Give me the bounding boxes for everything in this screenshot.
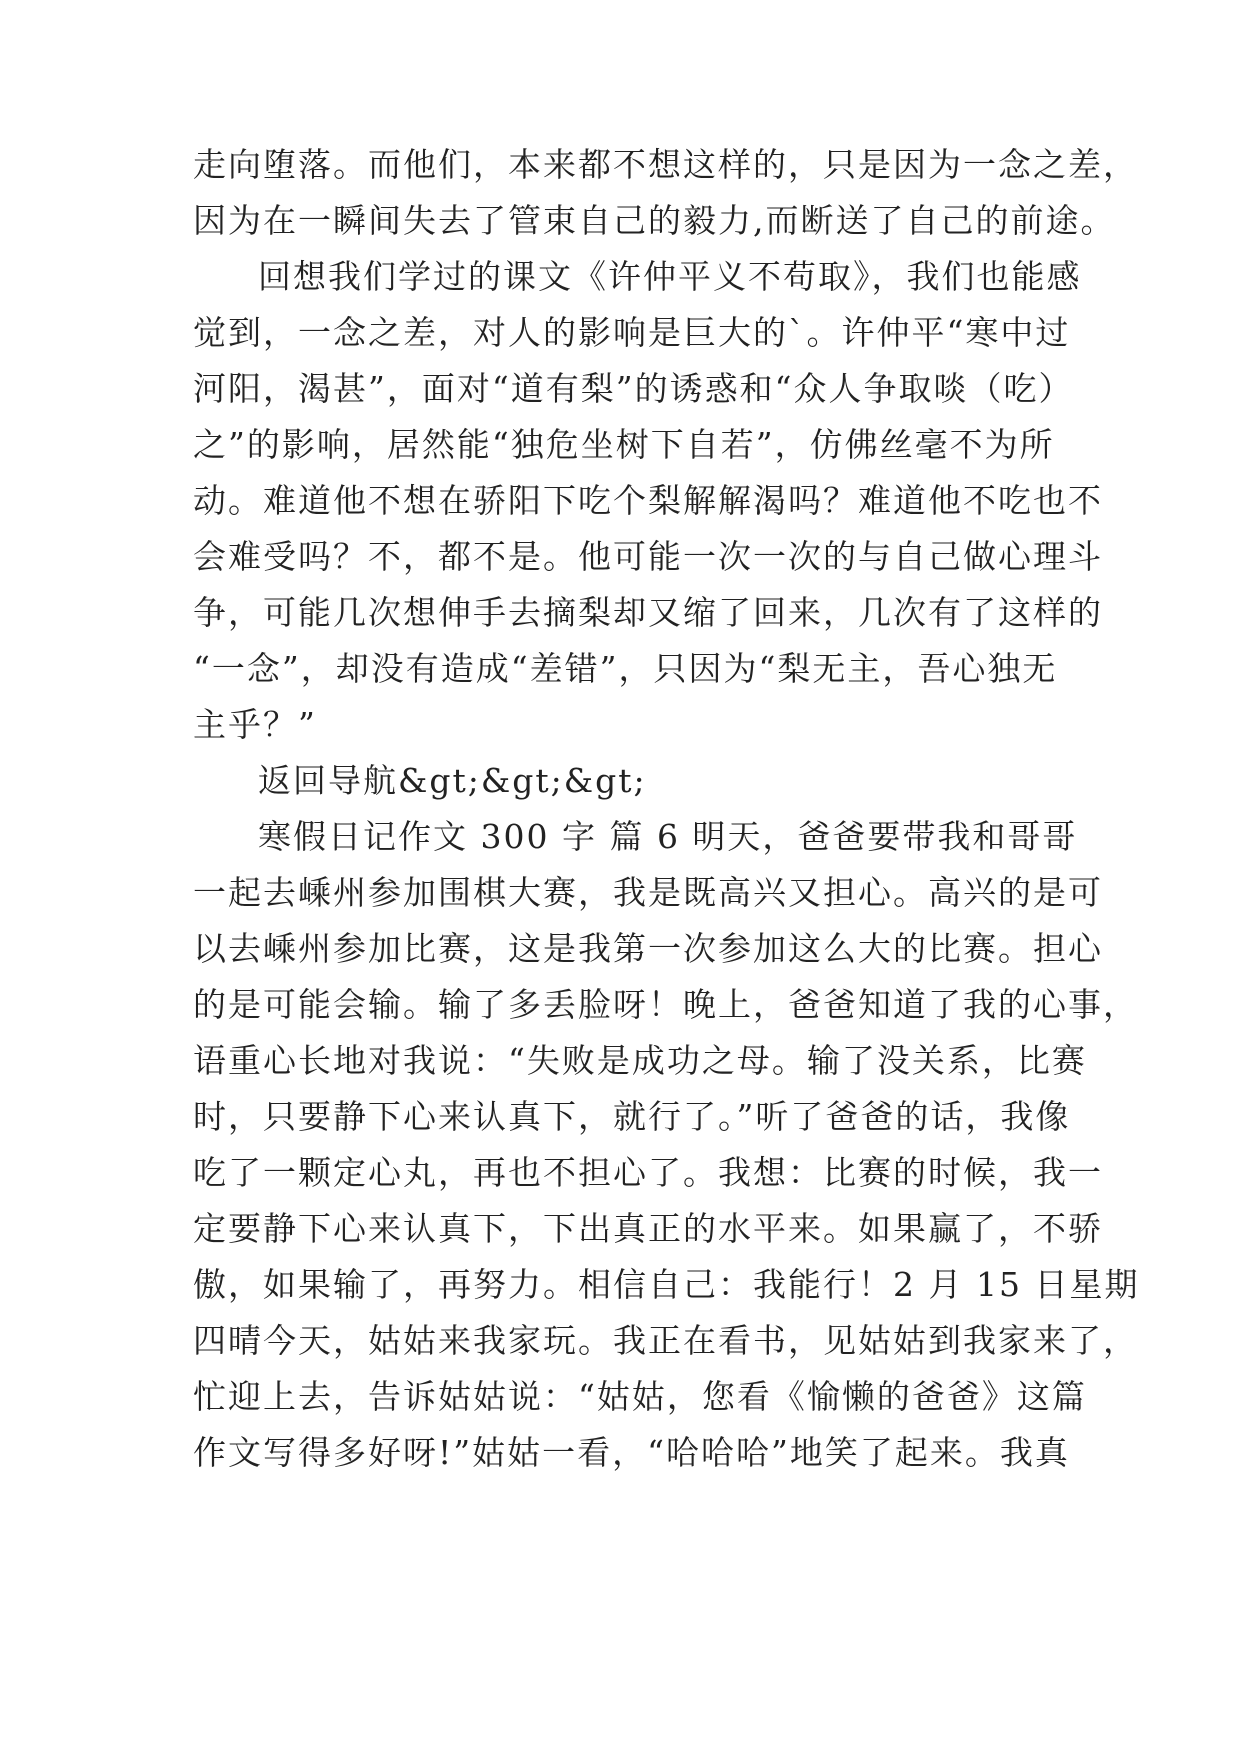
text-line-6: 之”的影响，居然能“独危坐树下自若”，仿佛丝毫不为所 xyxy=(193,425,1055,464)
text-line-17: 语重心长地对我说：“失败是成功之母。输了没关系，比赛 xyxy=(193,1041,1087,1080)
text-line-11: 主乎？” xyxy=(193,705,317,744)
text-line-10: “一念”，却没有造成“差错”，只因为“梨无主，吾心独无 xyxy=(193,649,1058,688)
text-line-4: 觉到，一念之差，对人的影响是巨大的`。许仲平“寒中过 xyxy=(193,313,1071,352)
paragraph-start-line: 回想我们学过的课文《许仲平义不苟取》，我们也能感 xyxy=(258,257,1082,296)
text-line-15: 以去嵊州参加比赛，这是我第一次参加这么大的比赛。担心 xyxy=(193,929,1103,968)
text-line-16: 的是可能会输。输了多丢脸呀！晚上，爸爸知道了我的心事， xyxy=(193,985,1138,1024)
text-line-2: 因为在一瞬间失去了管束自己的毅力,而断送了自己的前途。 xyxy=(193,201,1116,240)
section-heading-line: 寒假日记作文 300 字 篇 6 明天，爸爸要带我和哥哥 xyxy=(258,817,1078,856)
text-line-19: 吃了一颗定心丸，再也不担心了。我想：比赛的时候，我一 xyxy=(193,1153,1103,1192)
text-line-20: 定要静下心来认真下，下出真正的水平来。如果赢了，不骄 xyxy=(193,1209,1103,1248)
text-line-8: 会难受吗？不，都不是。他可能一次一次的与自己做心理斗 xyxy=(193,537,1103,576)
text-line-18: 时，只要静下心来认真下，就行了。”听了爸爸的话，我像 xyxy=(193,1097,1071,1136)
text-line-21: 傲，如果输了，再努力。相信自己：我能行！2 月 15 日星期 xyxy=(193,1265,1140,1304)
return-navigation-link[interactable]: 返回导航&gt;&gt;&gt; xyxy=(258,761,647,800)
text-line-1: 走向堕落。而他们，本来都不想这样的，只是因为一念之差， xyxy=(193,145,1138,184)
text-line-5: 河阳，渴甚”，面对“道有梨”的诱惑和“众人争取啖（吃） xyxy=(193,369,1074,408)
text-line-9: 争，可能几次想伸手去摘梨却又缩了回来，几次有了这样的 xyxy=(193,593,1103,632)
text-line-23: 忙迎上去，告诉姑姑说：“姑姑，您看《愉懒的爸爸》这篇 xyxy=(193,1377,1087,1416)
text-line-24: 作文写得多好呀!”姑姑一看，“哈哈哈”地笑了起来。我真 xyxy=(193,1433,1070,1472)
text-line-14: 一起去嵊州参加围棋大赛，我是既高兴又担心。高兴的是可 xyxy=(193,873,1103,912)
text-line-7: 动。难道他不想在骄阳下吃个梨解解渴吗？难道他不吃也不 xyxy=(193,481,1103,520)
text-line-22: 四晴今天，姑姑来我家玩。我正在看书，见姑姑到我家来了， xyxy=(193,1321,1138,1360)
